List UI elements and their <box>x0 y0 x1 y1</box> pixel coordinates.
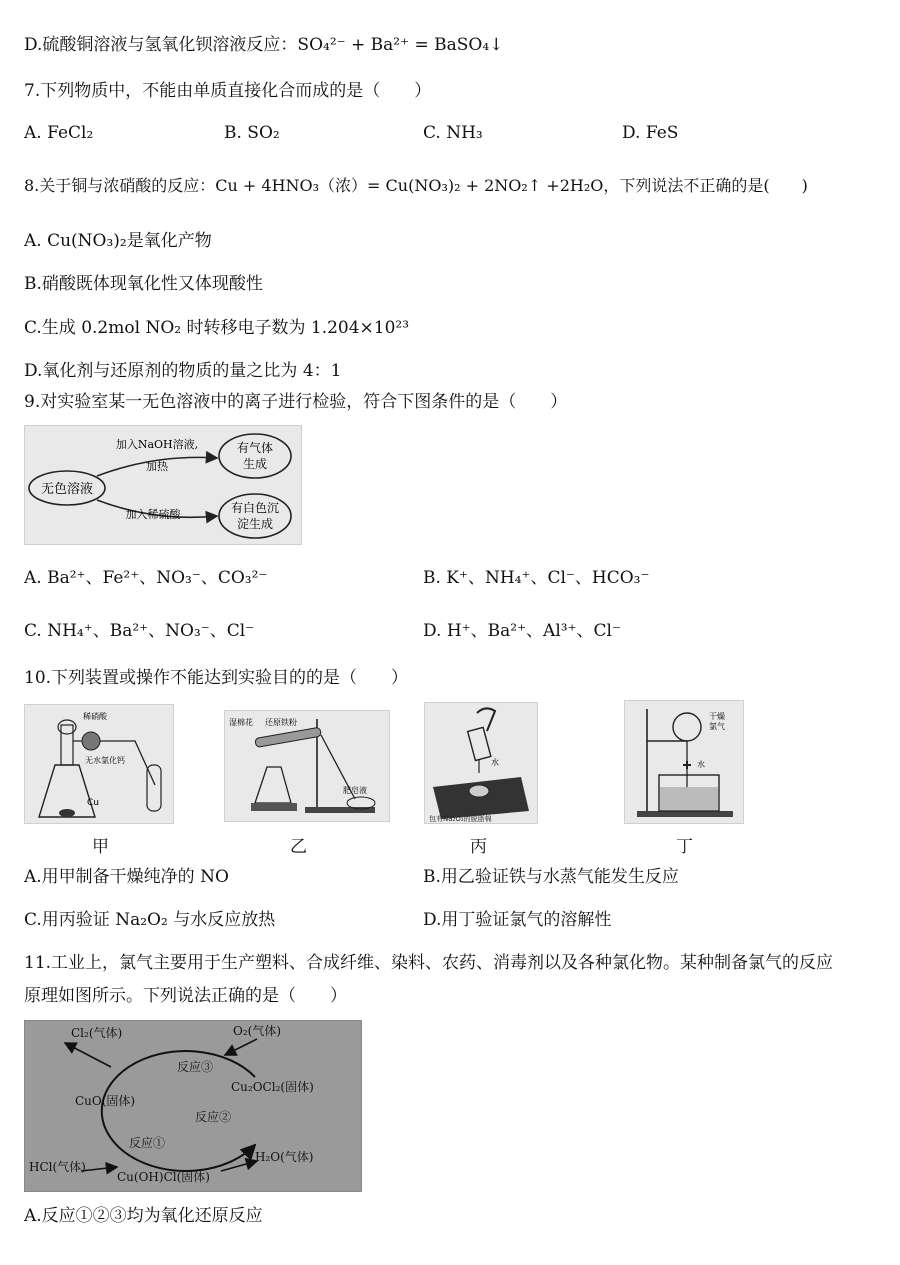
q9-flow-diagram <box>24 425 302 545</box>
q8-option-a: A. Cu(NO₃)₂是氧化产物 <box>24 231 212 251</box>
q10-yi-label-2: 还原铁粉 <box>265 718 297 727</box>
q10-option-c: C.用丙验证 Na₂O₂ 与水反应放热 <box>24 910 276 930</box>
q10-ding-label-1: 干燥 <box>709 712 725 721</box>
q11-h2o-label: H₂O(气体) <box>255 1150 314 1164</box>
q11-cu2ocl2-label: Cu₂OCl₂(固体) <box>231 1080 314 1094</box>
q9-lower-arrow: 加入稀硫酸 <box>125 508 181 521</box>
q10-yi-label-1: 湿棉花 <box>229 718 253 727</box>
q9-upper-arrow-2: 加热 <box>146 460 168 473</box>
q6-option-d: D.硫酸铜溶液与氢氧化钡溶液反应：SO₄²⁻ + Ba²⁺ = BaSO₄↓ <box>24 35 504 55</box>
q10-bing-label-1: 水 <box>491 758 499 767</box>
q10-ding-label-2: 氯气 <box>709 722 725 731</box>
q9-upper-arrow-1: 加入NaOH溶液, <box>115 438 199 451</box>
q9-upper-result-1: 有气体 <box>236 441 274 455</box>
q8-option-d: D.氧化剂与还原剂的物质的量之比为 4：1 <box>24 361 342 381</box>
q7-option-b: B. SO₂ <box>224 123 280 143</box>
q10-caption-jia: 甲 <box>92 837 109 857</box>
q10-option-b: B.用乙验证铁与水蒸气能发生反应 <box>423 867 679 887</box>
q11-hcl-label: HCl(气体) <box>29 1160 86 1174</box>
q9-upper-result-2: 生成 <box>242 457 268 471</box>
q11-reaction-1-label: 反应① <box>129 1136 166 1150</box>
q11-cl2-label: Cl₂(气体) <box>71 1026 123 1040</box>
q9-start-label: 无色溶液 <box>40 482 94 497</box>
q10-caption-ding: 丁 <box>676 837 693 857</box>
q8-stem: 8.关于铜与浓硝酸的反应：Cu + 4HNO₃（浓）= Cu(NO₃)₂ + 2NO₂↑ +2H₂O，下列说法不正确的是( ) <box>24 176 808 195</box>
q9-lower-result-1: 有白色沉 <box>230 501 280 515</box>
q11-stem-line-2: 原理如图所示。下列说法正确的是（ ） <box>24 986 347 1006</box>
q10-jia-label-3: Cu <box>87 798 99 808</box>
q9-option-c: C. NH₄⁺、Ba²⁺、NO₃⁻、Cl⁻ <box>24 621 255 641</box>
q7-option-c: C. NH₃ <box>423 123 483 143</box>
q11-reaction-3-label: 反应③ <box>177 1060 214 1074</box>
q11-o2-label: O₂(气体) <box>233 1024 282 1038</box>
q9-stem: 9.对实验室某一无色溶液中的离子进行检验，符合下图条件的是（ ） <box>24 392 568 412</box>
q10-jia-label-2: 无水氯化钙 <box>85 756 125 765</box>
q10-figure-ding <box>624 700 744 824</box>
q10-option-a: A.用甲制备干燥纯净的 NO <box>24 867 229 887</box>
q7-stem: 7.下列物质中，不能由单质直接化合而成的是（ ） <box>24 81 432 101</box>
q10-caption-yi: 乙 <box>290 837 307 857</box>
q10-option-d: D.用丁验证氯气的溶解性 <box>423 910 612 930</box>
q11-cuohcl-label: Cu(OH)Cl(固体) <box>117 1170 210 1184</box>
q11-cycle-diagram <box>24 1020 362 1192</box>
q9-lower-result-2: 淀生成 <box>236 517 274 531</box>
q8-option-b: B.硝酸既体现氧化性又体现酸性 <box>24 274 263 294</box>
q10-stem: 10.下列装置或操作不能达到实验目的的是（ ） <box>24 668 409 688</box>
q11-reaction-2-label: 反应② <box>195 1110 232 1124</box>
q11-stem-line-1: 11.工业上，氯气主要用于生产塑料、合成纤维、染料、农药、消毒剂以及各种氯化物。某种制备氯气的反应 <box>24 953 834 973</box>
q7-option-a: A. FeCl₂ <box>24 123 94 143</box>
q11-option-a: A.反应①②③均为氧化还原反应 <box>24 1206 263 1226</box>
q10-bing-label-2: 包有Na₂O₂的脱脂棉 <box>429 815 492 823</box>
q7-option-d: D. FeS <box>622 123 679 143</box>
q10-figure-yi <box>224 710 390 822</box>
q10-yi-label-3: 肥皂液 <box>343 786 367 795</box>
q9-option-d: D. H⁺、Ba²⁺、Al³⁺、Cl⁻ <box>423 621 621 641</box>
q10-figure-bing <box>424 702 538 824</box>
q9-option-a: A. Ba²⁺、Fe²⁺、NO₃⁻、CO₃²⁻ <box>24 568 268 588</box>
q9-option-b: B. K⁺、NH₄⁺、Cl⁻、HCO₃⁻ <box>423 568 650 588</box>
q10-jia-label-1: 稀硝酸 <box>83 712 107 721</box>
q8-option-c: C.生成 0.2mol NO₂ 时转移电子数为 1.204×10²³ <box>24 318 410 338</box>
q10-figure-jia <box>24 704 174 824</box>
q10-ding-label-3: 水 <box>697 760 705 769</box>
q11-cuo-label: CuO(固体) <box>75 1094 136 1108</box>
q10-caption-bing: 丙 <box>470 837 487 857</box>
